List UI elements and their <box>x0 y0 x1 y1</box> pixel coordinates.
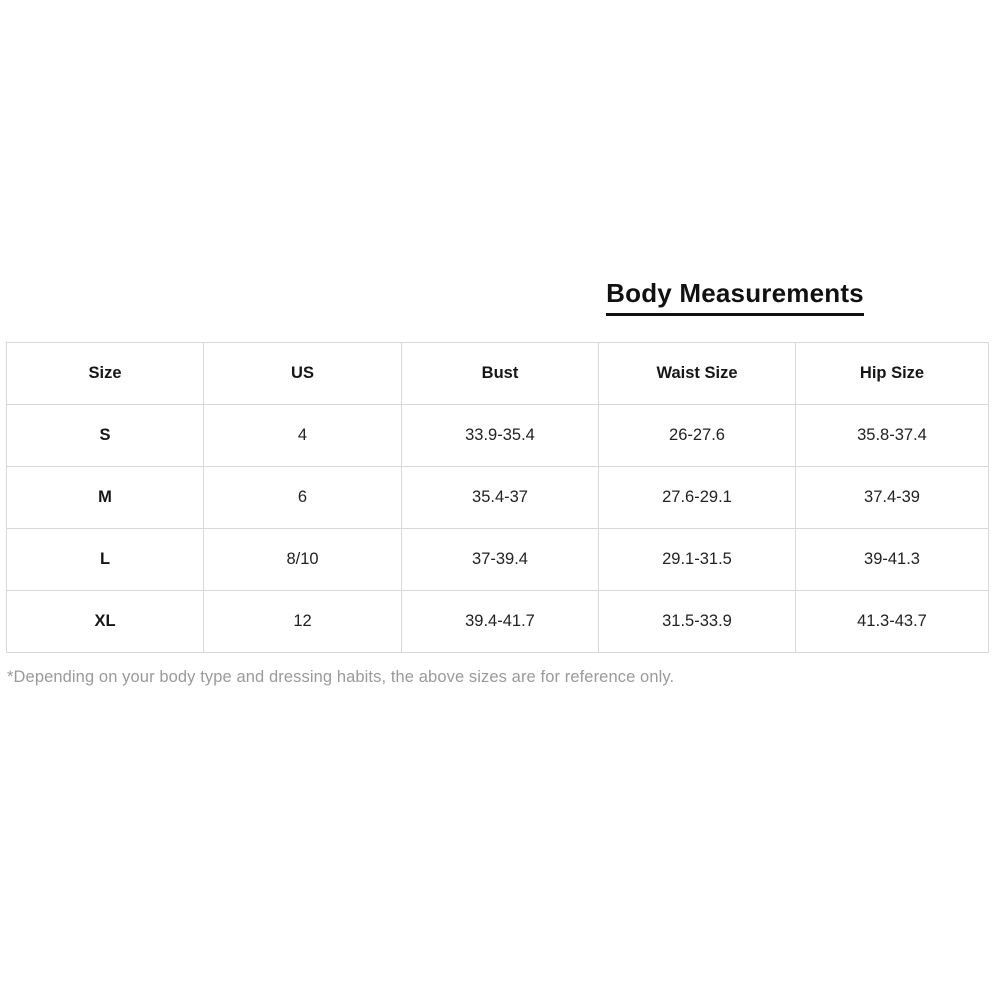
cell-hip: 37.4-39 <box>796 467 989 529</box>
cell-bust: 37-39.4 <box>402 529 599 591</box>
cell-waist: 26-27.6 <box>599 405 796 467</box>
title-container <box>0 278 1000 316</box>
cell-us: 4 <box>204 405 402 467</box>
column-header-waist: Waist Size <box>599 343 796 405</box>
column-header-us: US <box>204 343 402 405</box>
cell-size: XL <box>7 591 204 653</box>
cell-hip: 35.8-37.4 <box>796 405 989 467</box>
cell-size: S <box>7 405 204 467</box>
cell-size: L <box>7 529 204 591</box>
table-body <box>7 405 989 653</box>
cell-size: M <box>7 467 204 529</box>
cell-us: 8/10 <box>204 529 402 591</box>
column-header-hip: Hip Size <box>796 343 989 405</box>
size-table <box>6 342 989 653</box>
table-row <box>7 467 989 529</box>
column-header-size: Size <box>7 343 204 405</box>
cell-hip: 41.3-43.7 <box>796 591 989 653</box>
cell-bust: 33.9-35.4 <box>402 405 599 467</box>
size-table-container <box>6 342 988 653</box>
cell-waist: 27.6-29.1 <box>599 467 796 529</box>
cell-bust: 39.4-41.7 <box>402 591 599 653</box>
cell-waist: 29.1-31.5 <box>599 529 796 591</box>
table-row <box>7 405 989 467</box>
cell-us: 6 <box>204 467 402 529</box>
cell-us: 12 <box>204 591 402 653</box>
cell-bust: 35.4-37 <box>402 467 599 529</box>
cell-hip: 39-41.3 <box>796 529 989 591</box>
column-header-bust: Bust <box>402 343 599 405</box>
cell-waist: 31.5-33.9 <box>599 591 796 653</box>
table-row <box>7 529 989 591</box>
table-header-row <box>7 343 989 405</box>
footnote-text: *Depending on your body type and dressing habits, the above sizes are for reference only. <box>7 668 675 686</box>
table-header <box>7 343 989 405</box>
table-row <box>7 591 989 653</box>
page-title: Body Measurements <box>606 278 864 316</box>
